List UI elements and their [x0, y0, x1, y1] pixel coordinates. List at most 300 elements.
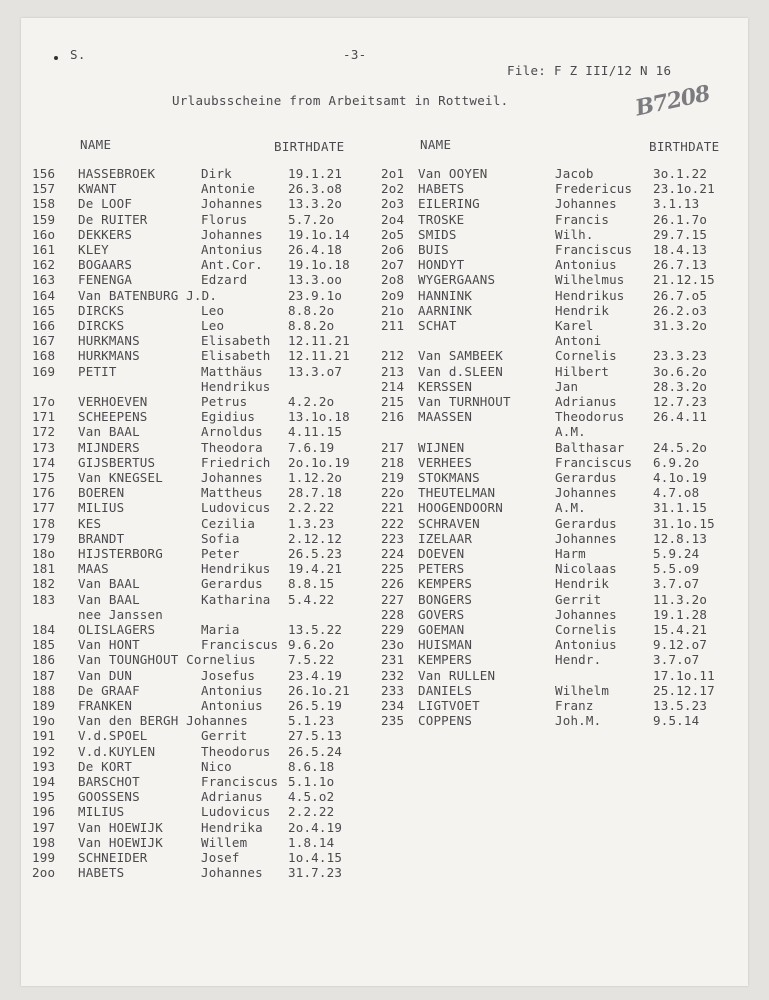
- left-row-surname: MILIUS: [78, 500, 125, 516]
- right-row-surname: HANNINK: [418, 287, 473, 303]
- left-row-given: Ant.Cor.: [201, 257, 263, 273]
- left-row-given: Dirk: [201, 166, 232, 181]
- right-row-given: Johannes: [555, 530, 617, 546]
- left-row-surname: nee Janssen: [78, 606, 163, 622]
- left-row-no: 169: [32, 363, 56, 379]
- right-row-no: 226: [381, 576, 405, 592]
- left-row-no: 185: [32, 637, 56, 653]
- right-row-date: 9.5.14: [653, 713, 700, 729]
- left-row-date: 1o.4.15: [288, 850, 343, 865]
- left-row-given: Antonius: [201, 698, 263, 713]
- left-row-date: 26.3.o8: [288, 181, 343, 197]
- left-row-given: Cezilia: [201, 515, 256, 531]
- left-row-surname: HABETS: [78, 865, 125, 881]
- right-row-no: 217: [381, 439, 405, 455]
- left-row-surname: Van HOEWIJK: [78, 834, 163, 850]
- right-row-surname: KEMPERS: [418, 652, 473, 668]
- left-row-surname: KWANT: [78, 181, 117, 197]
- left-row-surname: Van BATENBURG J.D.: [78, 287, 218, 303]
- right-row-no: 215: [381, 394, 405, 409]
- left-row-no: 182: [32, 576, 56, 592]
- left-row-no: 194: [32, 774, 56, 789]
- left-row-date: 1.3.23: [288, 515, 335, 531]
- column-header-birthdate-left: BIRTHDATE: [274, 139, 345, 154]
- right-row-given: Cornelis: [555, 348, 617, 364]
- right-row-given: Joh.M.: [555, 713, 602, 729]
- right-row-surname: KEMPERS: [418, 576, 473, 592]
- punch-mark: [54, 56, 58, 60]
- left-row-date: 4.5.o2: [288, 789, 335, 805]
- left-row-given: Johannes: [201, 226, 263, 242]
- left-row-surname: PETIT: [78, 363, 117, 379]
- left-row-surname: GIJSBERTUS: [78, 454, 156, 470]
- left-row-surname: DIRCKS: [78, 318, 125, 333]
- left-row-surname: KLEY: [78, 242, 109, 257]
- left-row-given: Gerardus: [201, 576, 263, 592]
- right-row-date: 3o.6.2o: [653, 363, 708, 379]
- left-row-no: 174: [32, 454, 56, 470]
- left-row-date: 13.3.oo: [288, 272, 343, 288]
- right-row-no: 212: [381, 348, 405, 364]
- left-row-given: Antonius: [201, 242, 263, 257]
- right-row-given: Karel: [555, 318, 594, 333]
- left-row-given: Friedrich: [201, 454, 271, 470]
- left-row-given: Willem: [201, 834, 248, 850]
- right-row-surname: BONGERS: [418, 591, 473, 607]
- left-row-date: 2o.4.19: [288, 819, 343, 835]
- left-row-surname: De RUITER: [78, 211, 148, 227]
- right-row-date: 6.9.2o: [653, 454, 700, 470]
- left-row-given: Maria: [201, 622, 240, 637]
- left-row-date: 4.11.15: [288, 424, 343, 440]
- right-row-no: 233: [381, 682, 405, 698]
- right-row-no: 224: [381, 546, 405, 561]
- right-row-given: Gerrit: [555, 591, 602, 607]
- left-row-date: 7.5.22: [288, 652, 335, 668]
- left-row-no: 193: [32, 758, 56, 774]
- right-row-given: Hilbert: [555, 363, 610, 379]
- left-row-surname: De LOOF: [78, 196, 133, 212]
- left-row-no: 164: [32, 287, 56, 303]
- right-row-no: 2o1: [381, 166, 405, 181]
- right-row-no: 211: [381, 318, 405, 333]
- right-row-date: 13.5.23: [653, 698, 708, 713]
- left-row-surname: Van BAAL: [78, 591, 140, 607]
- left-row-no: 168: [32, 348, 56, 364]
- column-header-name-left: NAME: [80, 137, 112, 152]
- left-row-date: 13.3.o7: [288, 363, 343, 379]
- right-row-surname: BUIS: [418, 242, 449, 257]
- left-row-date: 28.7.18: [288, 485, 343, 501]
- right-row-date: 12.7.23: [653, 394, 708, 409]
- left-row-given: Egidius: [201, 409, 256, 425]
- left-row-no: 195: [32, 789, 56, 805]
- right-row-date: 25.12.17: [653, 682, 715, 698]
- right-row-no: 23o: [381, 637, 405, 653]
- right-row-date: 4.1o.19: [653, 470, 708, 485]
- right-row-date: 5.9.24: [653, 546, 700, 561]
- right-row-surname: HABETS: [418, 181, 465, 197]
- right-row-given: Hendrikus: [555, 287, 625, 303]
- right-row-date: 15.4.21: [653, 622, 708, 637]
- left-row-no: 176: [32, 485, 56, 501]
- left-row-date: 12.11.21: [288, 333, 350, 349]
- right-row-no: 219: [381, 470, 405, 485]
- left-row-surname: MAAS: [78, 561, 109, 577]
- right-row-no: 2o2: [381, 181, 405, 197]
- right-row-given: A.M.: [555, 500, 586, 516]
- right-row-surname: DANIELS: [418, 682, 473, 698]
- left-row-given: Franciscus: [201, 637, 279, 653]
- right-row-no: 218: [381, 454, 405, 470]
- right-row-no: 21o: [381, 302, 405, 318]
- right-row-no: 22o: [381, 485, 405, 501]
- left-row-surname: BRANDT: [78, 530, 125, 546]
- left-row-date: 26.5.19: [288, 698, 343, 713]
- left-row-date: 27.5.13: [288, 728, 343, 744]
- left-row-date: 19.1o.14: [288, 226, 350, 242]
- document-page: [21, 18, 748, 986]
- right-row-given: Wilhelmus: [555, 272, 625, 288]
- left-row-given: Josefus: [201, 667, 256, 683]
- left-row-surname: BARSCHOT: [78, 774, 140, 789]
- left-row-no: 179: [32, 530, 56, 546]
- left-mark: S.: [70, 47, 86, 62]
- left-row-no: 18o: [32, 546, 56, 561]
- left-row-no: 198: [32, 834, 56, 850]
- left-row-surname: DEKKERS: [78, 226, 133, 242]
- left-row-no: 16o: [32, 226, 56, 242]
- left-row-given: Johannes: [201, 196, 263, 212]
- right-row-no: 221: [381, 500, 405, 516]
- right-row-surname: TROSKE: [418, 211, 465, 227]
- left-row-surname: SCHEEPENS: [78, 409, 148, 425]
- left-row-date: 12.11.21: [288, 348, 350, 364]
- left-row-no: 183: [32, 591, 56, 607]
- left-row-no: 2oo: [32, 865, 56, 881]
- left-row-surname: HASSEBROEK: [78, 166, 156, 181]
- left-row-date: 5.1.1o: [288, 774, 335, 789]
- right-row-surname: GOVERS: [418, 606, 465, 622]
- right-row-date: 26.7.13: [653, 257, 708, 273]
- left-row-date: 13.1o.18: [288, 409, 350, 425]
- left-row-given: Arnoldus: [201, 424, 263, 440]
- right-row-surname: SCHRAVEN: [418, 515, 480, 531]
- left-row-date: 19.4.21: [288, 561, 343, 577]
- left-row-surname: KES: [78, 515, 102, 531]
- right-row-date: 12.8.13: [653, 530, 708, 546]
- left-row-given: Florus: [201, 211, 248, 227]
- left-row-no: 178: [32, 515, 56, 531]
- right-row-given: A.M.: [555, 424, 586, 440]
- left-row-given: Hendrika: [201, 819, 263, 835]
- right-row-no: 231: [381, 652, 405, 668]
- left-row-no: 166: [32, 318, 56, 333]
- left-row-date: 9.6.2o: [288, 637, 335, 653]
- right-row-given: Franciscus: [555, 454, 633, 470]
- right-row-given: Antonius: [555, 637, 617, 653]
- right-row-date: 11.3.2o: [653, 591, 708, 607]
- left-row-date: 7.6.19: [288, 439, 335, 455]
- left-row-surname: V.d.SPOEL: [78, 728, 148, 744]
- left-row-surname: FENENGA: [78, 272, 133, 288]
- left-row-date: 13.5.22: [288, 622, 343, 637]
- right-row-date: 19.1.28: [653, 606, 708, 622]
- left-row-date: 19.1o.18: [288, 257, 350, 273]
- left-row-date: 8.6.18: [288, 758, 335, 774]
- right-row-no: 228: [381, 606, 405, 622]
- left-row-given: Theodorus: [201, 743, 271, 759]
- right-row-date: 31.1o.15: [653, 515, 715, 531]
- right-row-date: 28.3.2o: [653, 378, 708, 394]
- column-header-name-right: NAME: [420, 137, 452, 152]
- left-row-no: 161: [32, 242, 56, 257]
- right-row-given: Hendrik: [555, 576, 610, 592]
- left-row-surname: MIJNDERS: [78, 439, 140, 455]
- left-row-surname: V.d.KUYLEN: [78, 743, 156, 759]
- right-row-date: 29.7.15: [653, 226, 708, 242]
- left-row-surname: Van BAAL: [78, 424, 140, 440]
- right-row-surname: WIJNEN: [418, 439, 465, 455]
- right-row-no: 227: [381, 591, 405, 607]
- document-title: Urlaubsscheine from Arbeitsamt in Rottweil.: [172, 93, 509, 108]
- left-row-no: 192: [32, 743, 56, 759]
- left-row-no: 175: [32, 470, 56, 485]
- left-row-no: 171: [32, 409, 56, 425]
- right-row-no: 222: [381, 515, 405, 531]
- left-row-given: Franciscus: [201, 774, 279, 789]
- left-row-no: 187: [32, 667, 56, 683]
- left-row-no: 156: [32, 166, 56, 181]
- right-row-surname: STOKMANS: [418, 470, 480, 485]
- left-row-surname: HURKMANS: [78, 348, 140, 364]
- right-row-surname: IZELAAR: [418, 530, 473, 546]
- left-row-surname: HURKMANS: [78, 333, 140, 349]
- right-row-no: 2o9: [381, 287, 405, 303]
- right-row-given: Gerardus: [555, 515, 617, 531]
- right-row-date: 31.1.15: [653, 500, 708, 516]
- right-row-given: Jan: [555, 378, 579, 394]
- right-row-given: Gerardus: [555, 470, 617, 485]
- left-row-given: Hendrikus: [201, 378, 271, 394]
- left-row-surname: FRANKEN: [78, 698, 133, 713]
- left-row-no: 177: [32, 500, 56, 516]
- right-row-no: 2o5: [381, 226, 405, 242]
- right-row-date: 26.7.o5: [653, 287, 708, 303]
- left-row-date: 13.3.2o: [288, 196, 343, 212]
- right-row-given: Francis: [555, 211, 610, 227]
- right-row-surname: DOEVEN: [418, 546, 465, 561]
- right-row-given: Adrianus: [555, 394, 617, 409]
- right-row-surname: LIGTVOET: [418, 698, 480, 713]
- right-row-no: 232: [381, 667, 405, 683]
- right-row-date: 17.1o.11: [653, 667, 715, 683]
- left-row-no: 188: [32, 682, 56, 698]
- right-row-surname: HOOGENDOORN: [418, 500, 503, 516]
- left-row-no: 165: [32, 302, 56, 318]
- left-row-no: 159: [32, 211, 56, 227]
- left-row-date: 2.2.22: [288, 500, 335, 516]
- right-row-date: 26.4.11: [653, 409, 708, 425]
- left-row-no: 173: [32, 439, 56, 455]
- left-row-surname: MILIUS: [78, 804, 125, 820]
- left-row-no: 167: [32, 333, 56, 349]
- left-row-given: Josef: [201, 850, 240, 865]
- left-row-no: 181: [32, 561, 56, 577]
- right-row-given: Antonius: [555, 257, 617, 273]
- right-row-surname: Van SAMBEEK: [418, 348, 503, 364]
- left-row-given: Leo: [201, 302, 225, 318]
- right-row-no: 229: [381, 622, 405, 637]
- column-header-birthdate-right: BIRTHDATE: [649, 139, 720, 154]
- right-row-surname: Van OOYEN: [418, 166, 488, 181]
- left-row-date: 31.7.23: [288, 865, 343, 881]
- left-row-date: 23.4.19: [288, 667, 343, 683]
- left-row-surname: Van BAAL: [78, 576, 140, 592]
- right-row-no: 216: [381, 409, 405, 425]
- right-row-given: Franciscus: [555, 242, 633, 257]
- left-row-surname: SCHNEIDER: [78, 850, 148, 865]
- left-row-date: 1.12.2o: [288, 470, 343, 485]
- left-row-no: 19o: [32, 713, 56, 729]
- right-row-no: 2o4: [381, 211, 405, 227]
- left-row-surname: De KORT: [78, 758, 133, 774]
- right-row-surname: HONDYT: [418, 257, 465, 273]
- right-row-date: 3o.1.22: [653, 166, 708, 181]
- left-row-date: 8.8.2o: [288, 302, 335, 318]
- left-row-surname: Van KNEGSEL: [78, 470, 163, 485]
- left-row-no: 197: [32, 819, 56, 835]
- handwritten-signature: B7208: [633, 80, 712, 122]
- left-row-given: Adrianus: [201, 789, 263, 805]
- left-row-no: 184: [32, 622, 56, 637]
- right-row-date: 23.3.23: [653, 348, 708, 364]
- left-row-no: 189: [32, 698, 56, 713]
- left-row-given: Antonie: [201, 181, 256, 197]
- right-row-date: 24.5.2o: [653, 439, 708, 455]
- left-row-surname: Van HOEWIJK: [78, 819, 163, 835]
- left-row-given: Katharina: [201, 591, 271, 607]
- right-row-surname: GOEMAN: [418, 622, 465, 637]
- right-row-given: Balthasar: [555, 439, 625, 455]
- right-row-date: 3.7.o7: [653, 576, 700, 592]
- left-row-given: Ludovicus: [201, 500, 271, 516]
- right-row-given: Jacob: [555, 166, 594, 181]
- right-row-no: 213: [381, 363, 405, 379]
- right-row-surname: Van RULLEN: [418, 667, 496, 683]
- left-row-no: 162: [32, 257, 56, 273]
- left-row-given: Gerrit: [201, 728, 248, 744]
- right-row-no: 234: [381, 698, 405, 713]
- right-row-surname: Van d.SLEEN: [418, 363, 503, 379]
- right-row-given: Wilh.: [555, 226, 594, 242]
- left-row-date: 5.1.23: [288, 713, 335, 729]
- left-row-given: Nico: [201, 758, 232, 774]
- left-row-given: Antonius: [201, 682, 263, 698]
- left-row-given: Johannes: [201, 470, 263, 485]
- right-row-date: 26.1.7o: [653, 211, 708, 227]
- right-row-given: Johannes: [555, 196, 617, 212]
- left-row-date: 8.8.2o: [288, 318, 335, 333]
- right-row-date: 3.7.o7: [653, 652, 700, 668]
- left-row-date: 19.1.21: [288, 166, 343, 181]
- left-row-no: 163: [32, 272, 56, 288]
- right-row-surname: THEUTELMAN: [418, 485, 496, 501]
- left-row-surname: Van TOUNGHOUT Cornelius: [78, 652, 256, 668]
- left-row-no: 199: [32, 850, 56, 865]
- right-row-surname: PETERS: [418, 561, 465, 577]
- left-row-date: 26.4.18: [288, 242, 343, 257]
- left-row-given: Hendrikus: [201, 561, 271, 577]
- right-row-surname: SMIDS: [418, 226, 457, 242]
- left-row-no: 158: [32, 196, 56, 212]
- right-row-surname: EILERING: [418, 196, 480, 212]
- right-row-no: 2o6: [381, 242, 405, 257]
- left-row-date: 2o.1o.19: [288, 454, 350, 470]
- left-row-date: 2.2.22: [288, 804, 335, 820]
- left-row-given: Mattheus: [201, 485, 263, 501]
- right-row-no: 235: [381, 713, 405, 729]
- right-row-date: 23.1o.21: [653, 181, 715, 197]
- left-row-surname: BOGAARS: [78, 257, 133, 273]
- right-row-surname: SCHAT: [418, 318, 457, 333]
- right-row-no: 2o7: [381, 257, 405, 273]
- right-row-given: Antoni: [555, 333, 602, 349]
- left-row-surname: BOEREN: [78, 485, 125, 501]
- left-row-surname: HIJSTERBORG: [78, 546, 163, 561]
- left-row-date: 5.7.2o: [288, 211, 335, 227]
- left-row-given: Elisabeth: [201, 348, 271, 364]
- right-row-surname: HUISMAN: [418, 637, 473, 653]
- right-row-given: Johannes: [555, 485, 617, 501]
- right-row-date: 4.7.o8: [653, 485, 700, 501]
- left-row-given: Johannes: [201, 865, 263, 881]
- left-row-given: Petrus: [201, 394, 248, 409]
- left-row-date: 26.5.24: [288, 743, 343, 759]
- right-row-surname: COPPENS: [418, 713, 473, 729]
- right-row-given: Theodorus: [555, 409, 625, 425]
- left-row-given: Elisabeth: [201, 333, 271, 349]
- right-row-no: 2o8: [381, 272, 405, 288]
- right-row-date: 18.4.13: [653, 242, 708, 257]
- right-row-no: 225: [381, 561, 405, 577]
- right-row-given: Cornelis: [555, 622, 617, 637]
- left-row-given: Ludovicus: [201, 804, 271, 820]
- left-row-date: 26.5.23: [288, 546, 343, 561]
- left-row-given: Edzard: [201, 272, 248, 288]
- left-row-no: 196: [32, 804, 56, 820]
- right-row-surname: KERSSEN: [418, 378, 473, 394]
- left-row-surname: Van DUN: [78, 667, 133, 683]
- right-row-date: 21.12.15: [653, 272, 715, 288]
- left-row-no: 157: [32, 181, 56, 197]
- left-row-date: 23.9.1o: [288, 287, 343, 303]
- left-row-surname: DIRCKS: [78, 302, 125, 318]
- right-row-surname: AARNINK: [418, 302, 473, 318]
- left-row-surname: Van den BERGH Johannes: [78, 713, 248, 729]
- right-row-no: 2o3: [381, 196, 405, 212]
- left-row-given: Theodora: [201, 439, 263, 455]
- left-row-no: 17o: [32, 394, 56, 409]
- left-row-no: 172: [32, 424, 56, 440]
- right-row-given: Nicolaas: [555, 561, 617, 577]
- right-row-date: 3.1.13: [653, 196, 700, 212]
- right-row-date: 31.3.2o: [653, 318, 708, 333]
- right-row-given: Harm: [555, 546, 586, 561]
- left-row-date: 8.8.15: [288, 576, 335, 592]
- right-row-date: 5.5.o9: [653, 561, 700, 577]
- left-row-date: 2.12.12: [288, 530, 343, 546]
